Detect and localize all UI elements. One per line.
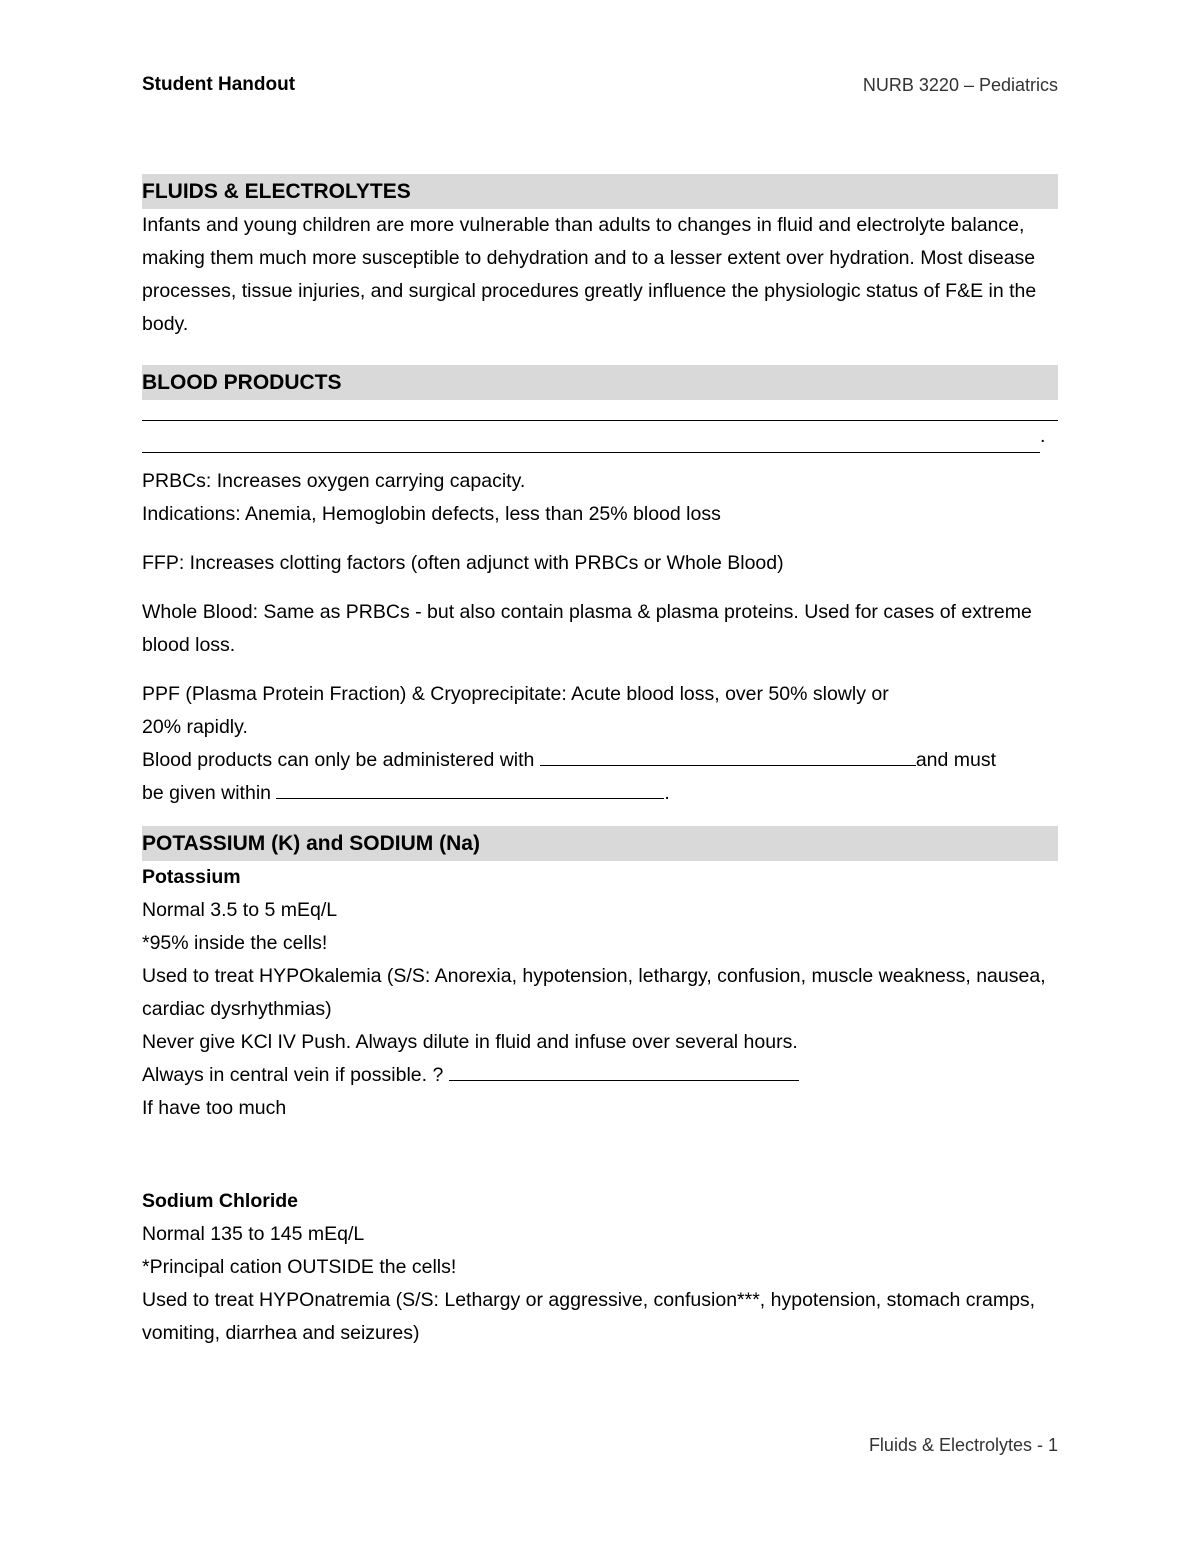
blank-line-1 <box>142 400 1058 421</box>
admin-text-a: Blood products can only be administered with <box>142 749 540 771</box>
content <box>142 174 1058 1350</box>
potassium-never: Never give KCl IV Push. Always dilute in fluid and infuse over several hours. <box>142 1031 798 1053</box>
potassium-heading: Potassium <box>142 866 241 888</box>
section-heading-fluids: FLUIDS & ELECTROLYTES <box>142 174 1058 209</box>
ppf-line-1: PPF (Plasma Protein Fraction) & Cryoprecipitate: Acute blood loss, over 50% slowly or <box>142 683 889 705</box>
header-right: NURB 3220 – Pediatrics <box>862 75 1058 95</box>
admin-line-1 <box>142 744 1058 777</box>
sodium-heading: Sodium Chloride <box>142 1190 298 1212</box>
sodium-treat: Used to treat HYPOnatremia (S/S: Lethargy or aggressive, confusion***, hypotension, stomach cramps, vomiting, diarrhea and seizures) <box>142 1289 1036 1344</box>
potassium-central: Always in central vein if possible. ? <box>142 1064 449 1086</box>
whole-blood-text: Whole Blood: Same as PRBCs - but also contain plasma & plasma proteins. Used for cases of extreme blood loss. <box>142 601 1032 656</box>
ffp-text: FFP: Increases clotting factors (often adjunct with PRBCs or Whole Blood) <box>142 552 784 574</box>
sodium-outside: *Principal cation OUTSIDE the cells! <box>142 1256 457 1278</box>
blank-line-2 <box>142 425 1058 453</box>
admin-text-c: be given within <box>142 782 277 804</box>
admin-line-2 <box>142 777 1058 810</box>
admin-blank-2[interactable] <box>276 782 664 799</box>
fluids-body: Infants and young children are more vulnerable than adults to changes in fluid and electrolyte balance, making them much more susceptible to dehydration and to a lesser extent over hydration. Most disease processes, tissue injuries, and surgical procedures greatly influence the physiologic status of F&E in the body. <box>142 214 1037 335</box>
potassium-inside: *95% inside the cells! <box>142 932 328 954</box>
ppf-line-2: 20% rapidly. <box>142 716 248 738</box>
page-footer: Fluids & Electrolytes - 1 <box>868 1435 1058 1455</box>
admin-text-d: . <box>664 782 670 804</box>
section-heading-k-na: POTASSIUM (K) and SODIUM (Na) <box>142 826 1058 861</box>
header-left: Student Handout <box>142 74 296 95</box>
potassium-normal: Normal 3.5 to 5 mEq/L <box>142 899 338 921</box>
central-blank[interactable] <box>449 1064 799 1081</box>
admin-text-b: and must <box>915 749 997 771</box>
potassium-treat: Used to treat HYPOkalemia (S/S: Anorexia, hypotension, lethargy, confusion, muscle weakness, nausea, cardiac dysrhythmias) <box>142 965 1046 1020</box>
prbc-text: PRBCs: Increases oxygen carrying capacity. <box>142 470 526 492</box>
sodium-normal: Normal 135 to 145 mEq/L <box>142 1223 365 1245</box>
potassium-central-line <box>142 1059 1058 1092</box>
indications-text: Indications: Anemia, Hemoglobin defects, less than 25% blood loss <box>142 503 721 525</box>
potassium-too-much: If have too much <box>142 1097 287 1119</box>
blank-line-period: . <box>1040 425 1046 447</box>
admin-blank-1[interactable] <box>540 749 916 766</box>
section-heading-blood: BLOOD PRODUCTS <box>142 365 1058 400</box>
